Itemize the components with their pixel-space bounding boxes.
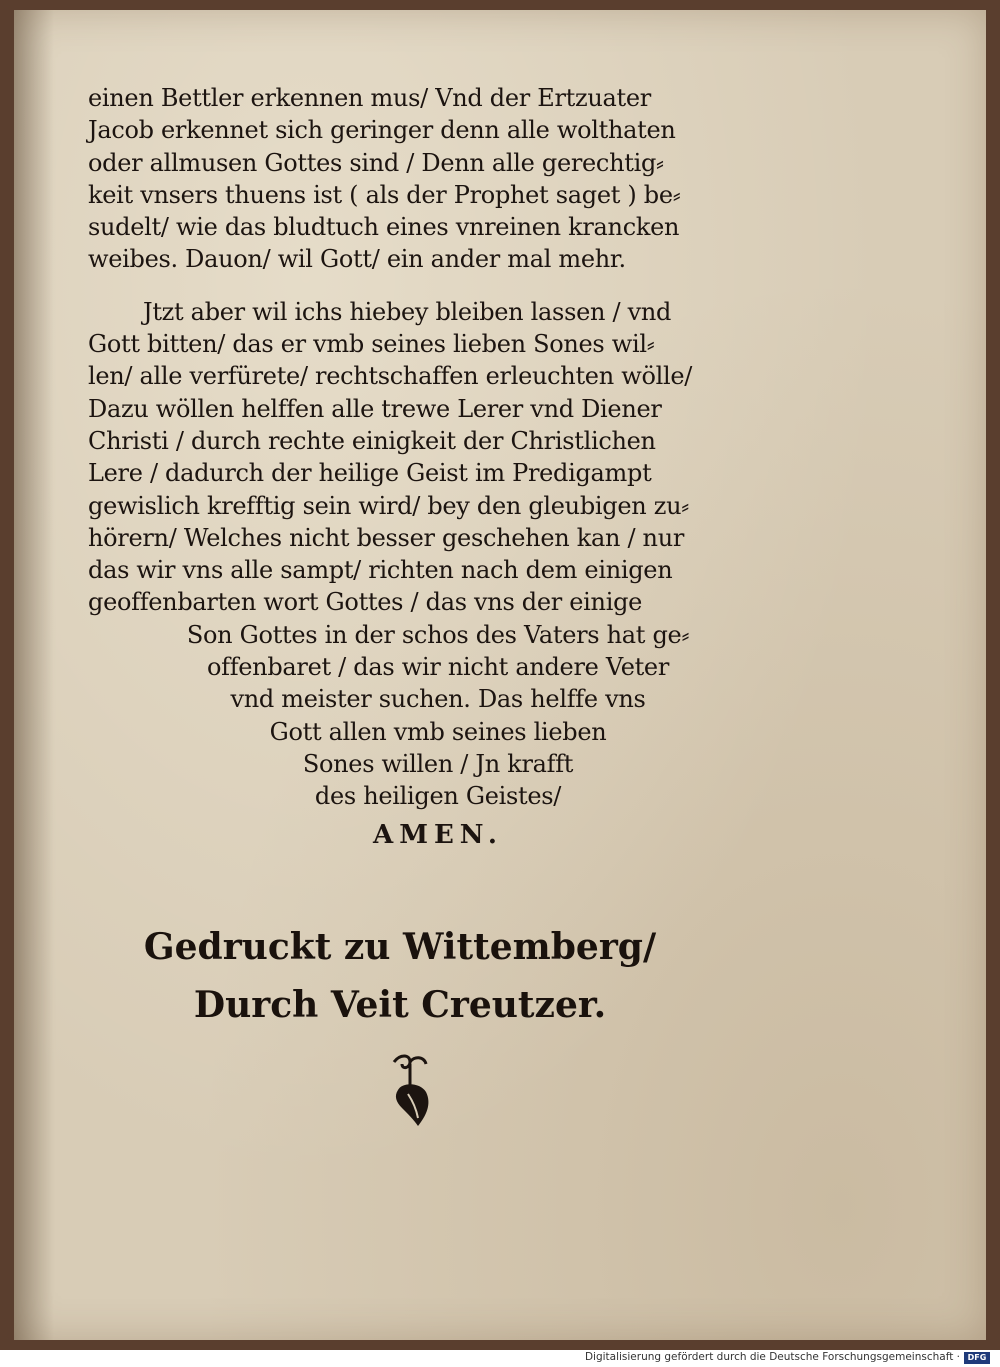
imprint-line: Durch Veit Creutzer. <box>193 984 607 1026</box>
text-line: Jacob erkennet sich geringer denn alle wolthaten <box>88 116 676 145</box>
amen-line: AMEN. <box>373 819 503 850</box>
text-line: Christi / durch rechte einigkeit der Christlichen <box>88 426 656 455</box>
text-line: Son Gottes in der schos des Vaters hat ge⸗ <box>186 620 690 649</box>
text-line: Gott bitten/ das er vmb seines lieben Sones wil⸗ <box>88 330 655 359</box>
printer-imprint <box>110 918 690 1034</box>
text-line: einen Bettler erkennen mus/ Vnd der Ertzuater <box>88 84 651 112</box>
text-line: Sones willen / Jn krafft <box>302 749 574 778</box>
imprint-line: Gedruckt zu Wittemberg/ <box>143 926 657 968</box>
text-line: Lere / dadurch der heilige Geist im Predigampt <box>88 459 652 488</box>
text-line: des heiligen Geistes/ <box>314 782 562 811</box>
funding-credit: Digitalisierung gefördert durch die Deutsche Forschungsgemeinschaft · <box>584 1351 960 1363</box>
text-line: weibes. Dauon/ wil Gott/ ein ander mal mehr. <box>88 245 626 274</box>
fleuron-ornament-icon <box>380 1052 440 1132</box>
text-line: gewislich krefftig sein wird/ bey den gleubigen zu⸗ <box>88 491 689 520</box>
paragraph-1 <box>88 82 788 276</box>
text-line: Gott allen vmb seines lieben <box>269 717 607 746</box>
text-line: Dazu wöllen helffen alle trewe Lerer vnd Diener <box>88 394 662 423</box>
paragraph-gap <box>88 276 788 296</box>
main-text <box>88 82 788 853</box>
text-line: offenbaret / das wir nicht andere Veter <box>206 653 670 682</box>
digitization-footer <box>0 1350 1000 1367</box>
text-line: oder allmusen Gottes sind / Denn alle gerechtig⸗ <box>88 148 664 177</box>
text-line: das wir vns alle sampt/ richten nach dem einigen <box>88 556 673 585</box>
paragraph-2 <box>88 296 788 813</box>
text-line: sudelt/ wie das bludtuch eines vnreinen krancken <box>88 213 680 242</box>
text-line: Jtzt aber wil ichs hiebey bleiben lassen / vnd <box>143 297 672 326</box>
text-line: geoffenbarten wort Gottes / das vns der einige <box>88 588 643 617</box>
text-line: len/ alle verfürete/ rechtschaffen erleuchten wölle/ <box>88 362 693 391</box>
text-line: vnd meister suchen. Das helffe vns <box>230 685 646 714</box>
text-line: keit vnsers thuens ist ( als der Prophet saget ) be⸗ <box>88 180 681 209</box>
dfg-logo: DFG <box>964 1352 990 1364</box>
spine-shadow <box>14 10 54 1340</box>
text-line: hörern/ Welches nicht besser geschehen kan / nur <box>88 523 685 552</box>
